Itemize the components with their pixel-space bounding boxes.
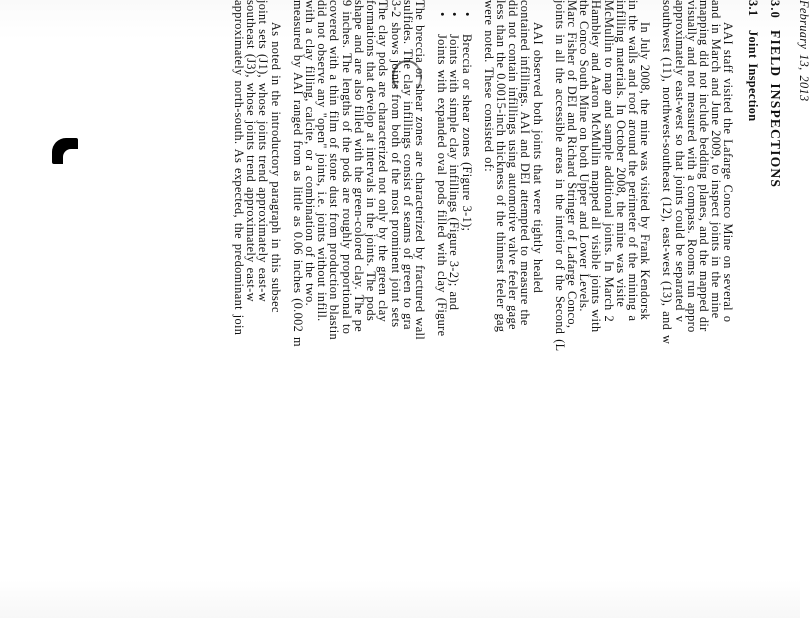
text-line: were noted. These consisted of: (481, 0, 496, 172)
text-line: mapping did not include bedding planes, and the mapped dir (696, 0, 711, 332)
text-line: with a clay filling, calcite, or a combination of the two. (303, 0, 318, 307)
text-line: did not contain infillings using automotive valve feeler gage (506, 0, 521, 330)
paragraph-site-visits (661, 0, 734, 560)
subsection-heading (746, 0, 758, 560)
text-line: The breccia or shear zones are characterized by fractured wall (412, 0, 427, 341)
text-line: visually and not measured with a compass. Rooms run appro (684, 0, 699, 333)
document-date: February 13, 2013 (797, 0, 811, 102)
paragraph-breccia-description (292, 0, 426, 560)
corner-scan-artifact (52, 138, 78, 164)
text-line: formations that develop at intervals in the joints. The pods (364, 0, 379, 322)
text-line: measured by AAI ranged from as little as 0.06 inches (0.002 m (290, 0, 305, 347)
text-line: the Conco South Mine on both Upper and Lower Levels. (577, 0, 592, 312)
subsection-number: 3.1 (745, 0, 760, 17)
list-item: • Joints with expanded oval pods filled with clay (Figure (436, 12, 448, 560)
section-title: FIELD INSPECTIONS (767, 30, 783, 189)
text-line: joints in all the accessible areas in the interior of the Second (L (552, 0, 567, 352)
text-line: covered with a thin film of stone dust from production blastin (327, 0, 342, 340)
paragraph-joint-sets (233, 0, 282, 560)
text-line: McMullin to map and sample additional joints. In March 2 (601, 0, 616, 323)
text-line: southeast (J3), whose joints trend approximately east-w (244, 0, 259, 302)
infilling-types-list (436, 12, 473, 560)
text-line: shape and are also filled with the green-colored clay. The pe (351, 0, 366, 333)
text-line: approximately east-west so that joints could be separated v (672, 0, 687, 323)
list-item: • Joints with simple clay infillings (Figure 3-2); and (448, 12, 460, 560)
text-line: In July 2008, the mine was visited by Frank Kendorsk (638, 22, 653, 321)
text-line: As noted in the introductory paragraph in this subsec (268, 22, 283, 313)
text-line: Marc Fisher of DEI and Richard Stringer of Lafarge Conco, (564, 0, 579, 329)
paragraph-mine-visits (554, 0, 652, 560)
text-line: approximately north-south. As expected, the predominant join (232, 0, 247, 336)
text-line: and in March and June 2009, to inspect joints in the mine (709, 0, 724, 319)
text-line: AAI observed both joints that were tightly healed (530, 22, 545, 294)
text-line: sulfides. The clay infillings consist of seams of green to gra (400, 0, 415, 330)
text-line: did not observe any "open" joints, i.e. joints without infill. (315, 0, 330, 322)
document-body (223, 0, 810, 560)
text-line: Hambley and Aaron McMullin mapped all visible joints with (589, 0, 604, 333)
text-line: contained infillings. AAI and DEI attempted to measure the (518, 0, 533, 326)
text-line: 9 inches. The lengths of the pods are roughly proportional to (339, 0, 354, 335)
paragraph-joint-observations (483, 0, 544, 560)
text-line: The clay pods are characterized not only by the green clay (376, 0, 391, 323)
text-line: southwest (11), northwest-southeast (12), east-west (13), and w (660, 0, 675, 345)
text-line: AAI staff visited the Lafarge Conco Mine on several o (721, 22, 736, 323)
text-line: infilling materials. In October 2008, the mine was visite (613, 0, 628, 308)
text-line: 3-2 shows joints from both of the most prominent joint sets (388, 0, 403, 328)
text-line: less than the 0.0015-inch thickness of the thinnest feeler gag (493, 0, 508, 333)
section-heading (769, 0, 781, 560)
rotated-document-page (120, 0, 811, 618)
section-number: 3.0 (767, 0, 782, 19)
text-line: joint sets (J1), whose joints trend approximately east-w (256, 0, 271, 302)
subsection-title: Joint Inspection (745, 30, 760, 122)
text-line: in the walls and roof around the perimeter of the mining a (625, 0, 640, 322)
list-item: • Breccia or shear zones (Figure 3-1); (460, 12, 472, 560)
